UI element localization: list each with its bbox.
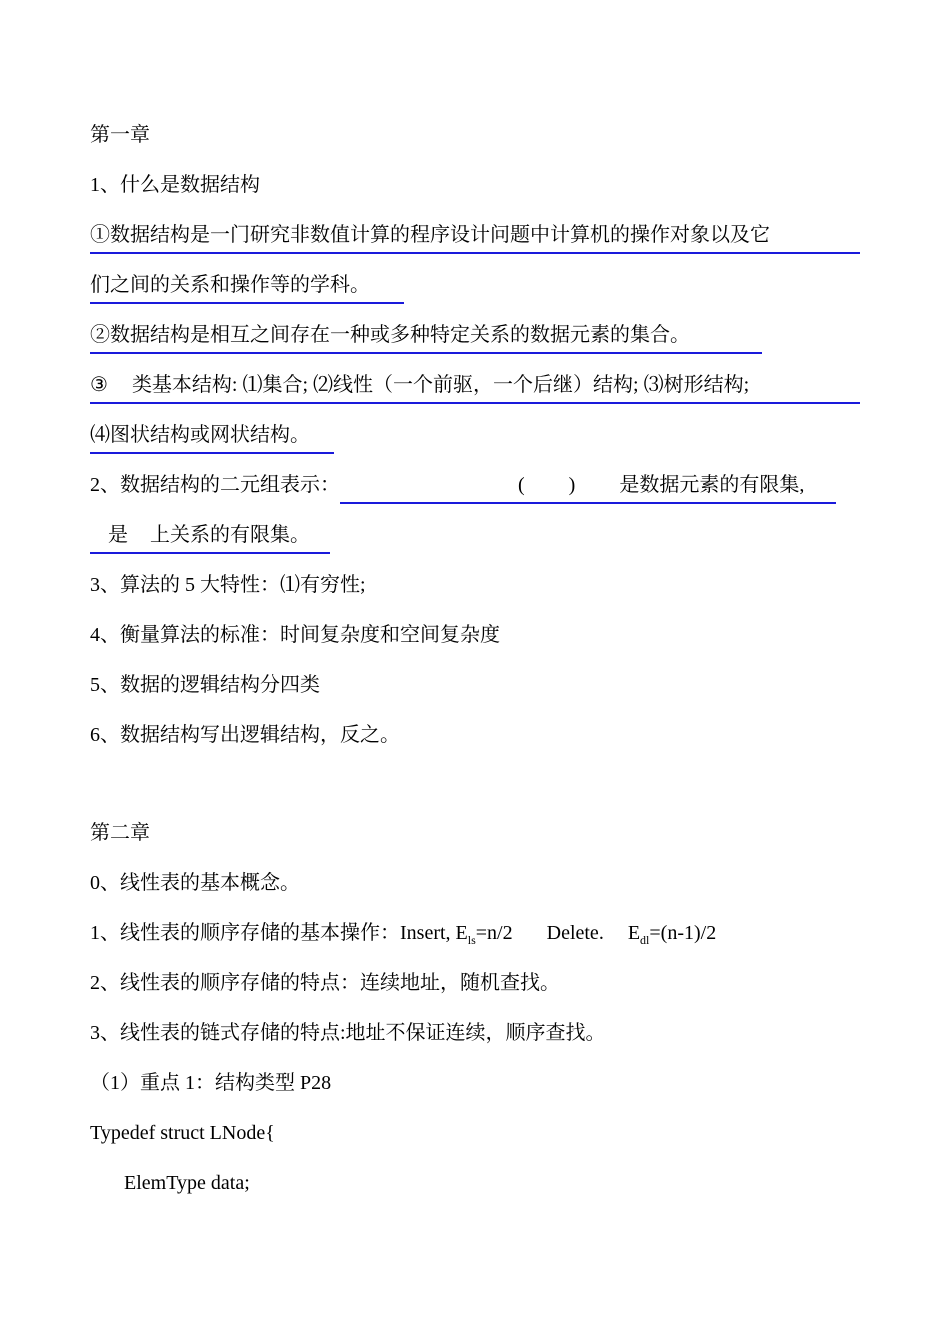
chapter-1-title: 第一章 bbox=[90, 124, 150, 146]
delete-cost: =(n-1)/2 bbox=[649, 922, 717, 944]
question-2-relation: 上关系的有限集。 bbox=[150, 524, 310, 546]
code-line-2: ElemType data; bbox=[124, 1172, 250, 1194]
point-2: 2、线性表的顺序存储的特点：连续地址，随机查找。 bbox=[90, 972, 560, 994]
paren-right: ) bbox=[568, 474, 576, 496]
question-2-label: 2、数据结构的二元组表示： bbox=[90, 474, 340, 496]
question-4: 4、衡量算法的标准：时间复杂度和空间复杂度 bbox=[90, 624, 500, 646]
point-1 bbox=[90, 920, 716, 953]
question-2-line-b bbox=[90, 522, 330, 554]
paren-left: ( bbox=[518, 474, 525, 496]
definition-2: ②数据结构是相互之间存在一种或多种特定关系的数据元素的集合。 bbox=[90, 322, 762, 354]
question-3: 3、算法的 5 大特性：⑴有穷性; bbox=[90, 574, 366, 596]
code-line-1: Typedef struct LNode{ bbox=[90, 1122, 275, 1144]
delete-e: E bbox=[627, 922, 641, 944]
insert-cost: =n/2 bbox=[475, 922, 513, 944]
circled-three: ③ bbox=[90, 374, 108, 396]
question-2 bbox=[90, 472, 836, 504]
question-2-tail: 是数据元素的有限集, bbox=[619, 474, 805, 496]
definition-1-line-b: 们之间的关系和操作等的学科。 bbox=[90, 272, 404, 304]
question-2-is: 是 bbox=[108, 524, 128, 546]
subscript-dl: dl bbox=[640, 933, 650, 947]
question-5: 5、数据的逻辑结构分四类 bbox=[90, 674, 320, 696]
point-4: （1）重点 1：结构类型 P28 bbox=[90, 1072, 332, 1094]
definition-3-text: 类基本结构: ⑴集合; ⑵线性（一个前驱，一个后继）结构; ⑶树形结构; bbox=[131, 374, 750, 396]
point-1-text: 1、线性表的顺序存储的基本操作：Insert, E bbox=[90, 922, 468, 944]
question-2-answer bbox=[340, 472, 836, 504]
definition-3-line-b: ⑷图状结构或网状结构。 bbox=[90, 422, 334, 454]
subscript-ls: ls bbox=[467, 933, 476, 947]
chapter-2-title: 第二章 bbox=[90, 822, 150, 844]
point-0: 0、线性表的基本概念。 bbox=[90, 872, 300, 894]
point-3: 3、线性表的链式存储的特点:地址不保证连续，顺序查找。 bbox=[90, 1022, 606, 1044]
definition-3-line-a bbox=[90, 372, 860, 404]
question-6: 6、数据结构写出逻辑结构，反之。 bbox=[90, 724, 400, 746]
delete-label: Delete. bbox=[546, 922, 604, 944]
definition-1-line-a: ①数据结构是一门研究非数值计算的程序设计问题中计算机的操作对象以及它 bbox=[90, 222, 860, 254]
question-1: 1、什么是数据结构 bbox=[90, 174, 260, 196]
